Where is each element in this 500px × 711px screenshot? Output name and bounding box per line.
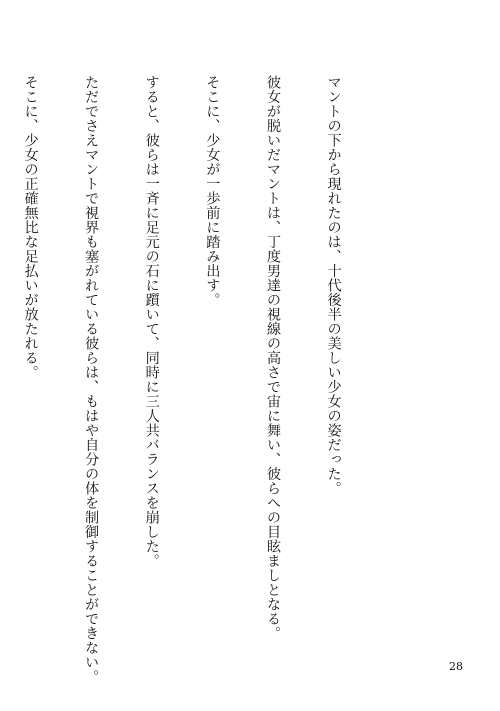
body-text [0, 75, 384, 684]
text-line: 彼女が脱いだマントは、丁度男達の視線の高さで宙に舞い、彼らへの目眩ましとなる。 [264, 75, 281, 641]
text-line: マントの下から現れたのは、十代後半の美しい少女の姿だった。 [325, 75, 342, 496]
text-line: そこに、少女が一歩前に踏み出す。 [204, 75, 221, 307]
text-line: すると、彼らは一斉に足元の石に躓いて、同時に三人共バランスを崩した。 [143, 75, 160, 568]
page-number: 28 [449, 660, 463, 673]
text-line: そこに、少女の正確無比な足払いが放たれる。 [22, 75, 39, 380]
text-line: ただでさえマントで視界も塞がれている彼らは、もはや自分の体を制御することができない。 [83, 75, 100, 684]
